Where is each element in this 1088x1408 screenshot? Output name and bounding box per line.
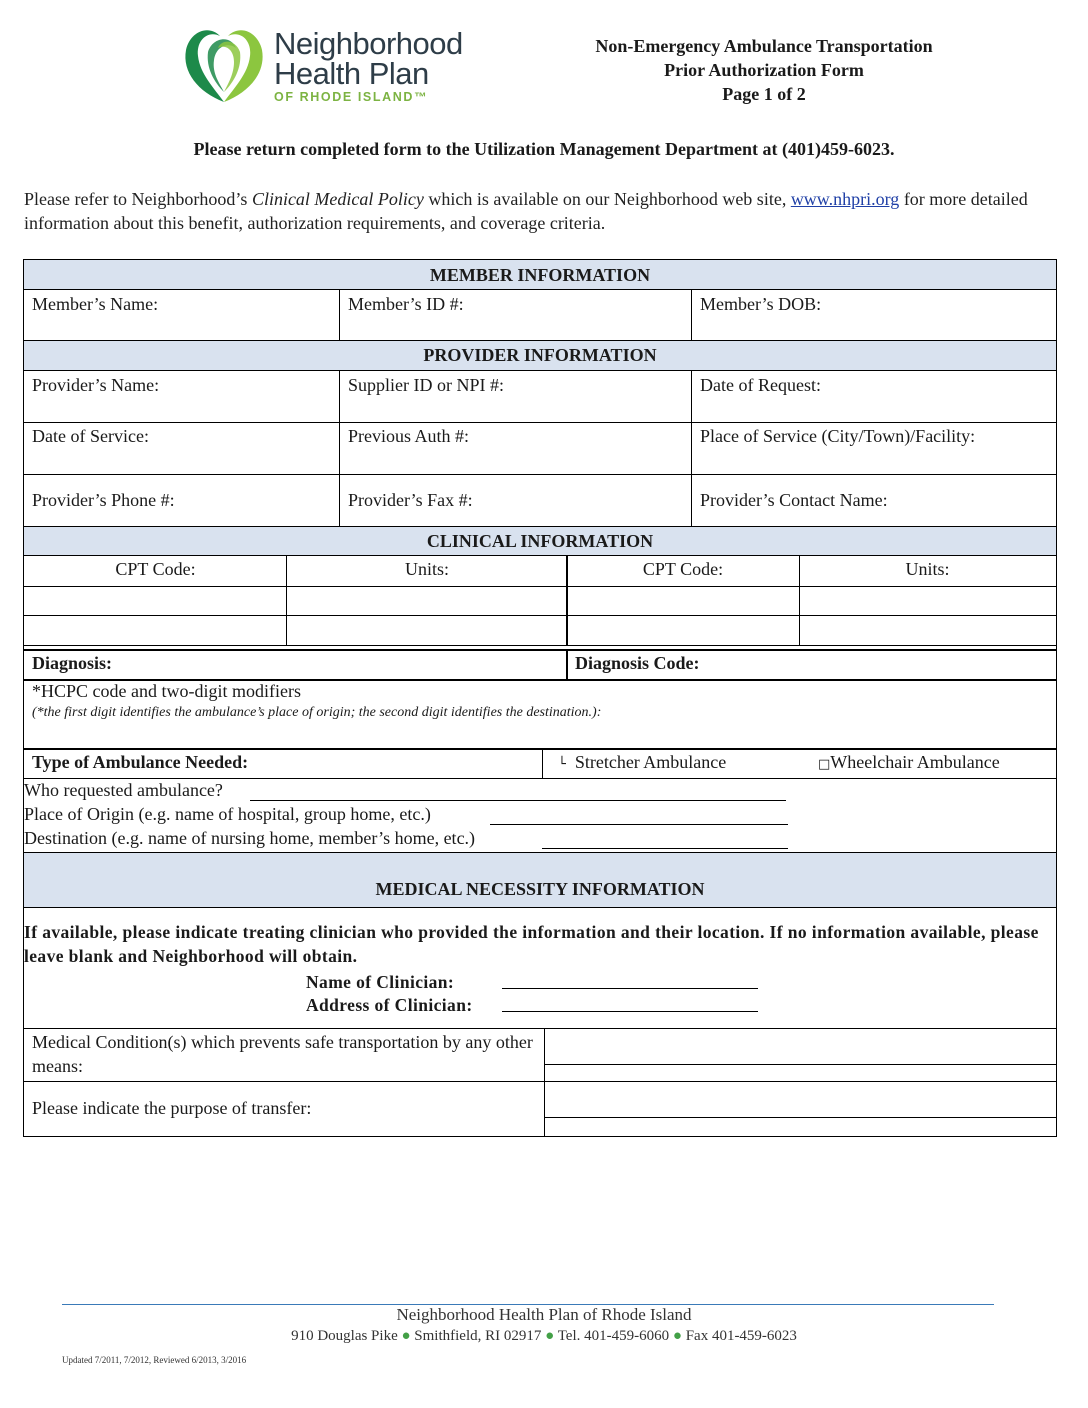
divider (24, 645, 1056, 646)
clinical-section-header: CLINICAL INFORMATION (24, 526, 1056, 556)
clinician-address-input[interactable] (502, 1011, 758, 1012)
cpt-code-input[interactable] (567, 615, 799, 645)
who-requested-field[interactable] (24, 778, 804, 802)
purpose-input[interactable] (545, 1118, 1056, 1136)
stretcher-option[interactable] (550, 750, 810, 778)
destination-field[interactable] (24, 826, 804, 850)
units-input[interactable] (799, 586, 1056, 615)
bullet-icon: ● (401, 1328, 411, 1344)
member-name-field[interactable]: Member’s Name: (32, 294, 159, 314)
refer-pre: Please refer to Neighborhood’s (24, 189, 252, 209)
cpt-code-header: CPT Code: (115, 559, 196, 579)
footer-org: Neighborhood Health Plan of Rhode Island (396, 1305, 692, 1324)
who-requested-label: Who requested ambulance? (24, 780, 223, 800)
units-input[interactable] (287, 615, 567, 645)
underline (250, 800, 786, 801)
underline (490, 824, 788, 825)
place-of-service-field[interactable]: Place of Service (City/Town)/Facility: (700, 426, 976, 446)
provider-section-header: PROVIDER INFORMATION (24, 340, 1056, 371)
wheelchair-option[interactable] (810, 750, 1056, 778)
clinician-instruction: If available, please indicate treating clinician who provided the information and their location. If no information available, please leave blank and Neighborhood will obtain. (24, 922, 1039, 966)
bullet-icon: ● (545, 1328, 555, 1344)
return-note: Please return completed form to the Utilization Management Department at (401)459-6023. (193, 139, 895, 159)
refer-mid: which is available on our Neighborhood web site (423, 189, 782, 209)
footer-fax: Fax 401-459-6023 (685, 1328, 797, 1344)
clinician-name-label: Name of Clinician: (306, 972, 455, 992)
hcpc-label: *HCPC code and two-digit modifiers (32, 681, 301, 701)
divider (566, 649, 568, 679)
logo-line-3: OF RHODE ISLAND™ (274, 90, 429, 104)
medical-section-header: MEDICAL NECESSITY INFORMATION (24, 852, 1056, 908)
medical-condition-input[interactable] (545, 1029, 1056, 1064)
divider (339, 290, 340, 340)
divider (286, 556, 287, 645)
cpt-code-input[interactable] (24, 615, 287, 645)
diagnosis-code-field[interactable]: Diagnosis Code: (575, 653, 700, 673)
member-dob-field[interactable]: Member’s DOB: (700, 294, 822, 314)
footer-city: Smithfield, RI 02917 (414, 1328, 542, 1344)
neighborhood-swirl-logo-icon (178, 22, 270, 108)
units-input[interactable] (799, 615, 1056, 645)
website-link[interactable]: www.nhpri.org (790, 189, 900, 209)
divider (691, 371, 692, 526)
medical-condition-input[interactable] (545, 1065, 1056, 1081)
cpt-code-header: CPT Code: (642, 559, 724, 579)
stretcher-label: Stretcher Ambulance (574, 752, 727, 772)
footer-tel: Tel. 401-459-6060 (557, 1328, 670, 1344)
origin-label: Place of Origin (e.g. name of hospital, group home, etc.) (24, 804, 431, 824)
units-input[interactable] (287, 586, 567, 615)
units-header: Units: (404, 559, 449, 579)
form-title: Non-Emergency Ambulance Transportation (595, 36, 933, 56)
page-number: Page 1 of 2 (722, 84, 806, 104)
updated-note: Updated 7/2011, 7/2012, Reviewed 6/2013, 3/2016 (62, 1355, 247, 1365)
footer-address: 910 Douglas Pike (291, 1328, 398, 1344)
underline (542, 848, 788, 849)
ambulance-type-label: Type of Ambulance Needed: (32, 752, 249, 772)
form-header (540, 34, 988, 106)
refer-post: for more detailed information about this benefit, authorization requirements, and coverage criteria. (24, 189, 1028, 233)
cpt-code-input[interactable] (24, 586, 287, 615)
divider (799, 556, 800, 645)
medical-condition-label: Medical Condition(s) which prevents safe transportation by any other means: (32, 1032, 533, 1076)
units-header: Units: (905, 559, 950, 579)
hcpc-field[interactable] (24, 680, 1056, 748)
origin-field[interactable] (24, 802, 804, 826)
neighborhood-logo (178, 22, 478, 112)
bullet-icon: ● (672, 1328, 682, 1344)
provider-contact-field[interactable]: Provider’s Contact Name: (700, 490, 888, 510)
clinician-name-input[interactable] (502, 988, 758, 989)
divider (339, 371, 340, 526)
hcpc-note: (*the first digit identifies the ambulance’s place of origin; the second digit identifies the destination.): (32, 705, 602, 720)
diagnosis-field[interactable]: Diagnosis: (32, 653, 113, 673)
date-of-service-field[interactable]: Date of Service: (32, 426, 149, 446)
authorization-form (23, 259, 1057, 1137)
divider (542, 750, 543, 778)
previous-auth-field[interactable]: Previous Auth #: (348, 426, 470, 446)
purpose-label: Please indicate the purpose of transfer: (32, 1098, 312, 1118)
wheelchair-label: Wheelchair Ambulance (830, 752, 1000, 772)
provider-phone-field[interactable]: Provider’s Phone #: (32, 490, 175, 510)
purpose-input[interactable] (545, 1082, 1056, 1117)
form-subtitle: Prior Authorization Form (664, 60, 864, 80)
member-section-header: MEMBER INFORMATION (24, 260, 1056, 290)
date-of-request-field[interactable]: Date of Request: (700, 375, 821, 395)
member-id-field[interactable]: Member’s ID #: (348, 294, 464, 314)
divider (566, 556, 568, 645)
destination-label: Destination (e.g. name of nursing home, member’s home, etc.) (24, 828, 476, 848)
supplier-id-field[interactable]: Supplier ID or NPI #: (348, 375, 504, 395)
provider-name-field[interactable]: Provider’s Name: (32, 375, 160, 395)
policy-name: Clinical Medical Policy (251, 189, 424, 209)
logo-line-1: Neighborhood (274, 26, 463, 61)
provider-fax-field[interactable]: Provider’s Fax #: (348, 490, 473, 510)
checkbox-icon[interactable]: └ (558, 757, 566, 772)
cpt-code-input[interactable] (567, 586, 799, 615)
checkbox-icon[interactable]: □ (818, 757, 831, 772)
divider (691, 290, 692, 340)
clinician-address-label: Address of Clinician: (306, 995, 473, 1015)
refer-paragraph: Please refer to Neighborhood’s Clinical Medical Policy which is available on our Neighborhood web site, www.nhpri.org for more detailed information about this benefit, authorization requirements, and coverage criteria. (24, 189, 1028, 233)
footer-contact (0, 1328, 1088, 1345)
logo-line-2: Health Plan (274, 56, 429, 91)
